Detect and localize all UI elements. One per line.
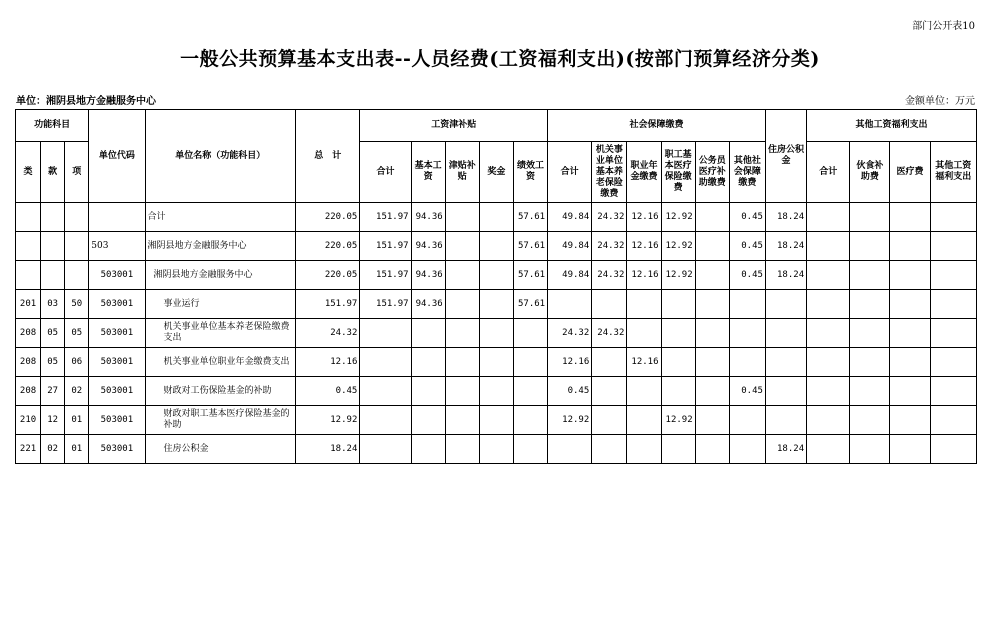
cell-housing: [765, 290, 806, 319]
cell-wage-allowance: [445, 406, 479, 435]
cell-unit-name: 财政对工伤保险基金的补助: [145, 377, 296, 406]
cell-other-welfare: [930, 203, 976, 232]
cell-wage-performance: [513, 406, 547, 435]
cell-other-welfare: [930, 319, 976, 348]
cell-social-total: 49.84: [548, 203, 592, 232]
cell-total: 18.24: [296, 435, 360, 464]
header-other-group: 其他工资福利支出: [807, 110, 977, 142]
cell-wage-performance: [513, 348, 547, 377]
cell-other-meal: [850, 406, 890, 435]
cell-social-medical: 12.92: [661, 406, 695, 435]
cell-social-civil-medical: [695, 435, 729, 464]
cell-social-medical: 12.92: [661, 232, 695, 261]
cell-other-medical: [890, 319, 930, 348]
cell-other-total: [807, 348, 850, 377]
cell-wage-basic: [411, 406, 445, 435]
cell-wage-bonus: [479, 203, 513, 232]
cell-unit-name: 湘阴县地方金融服务中心: [145, 261, 296, 290]
cell-unit-code: 503001: [89, 290, 145, 319]
table-row: [16, 232, 977, 261]
cell-total: 220.05: [296, 232, 360, 261]
cell-total: 0.45: [296, 377, 360, 406]
cell-housing: 18.24: [765, 435, 806, 464]
budget-table: [15, 109, 977, 464]
cell-wage-allowance: [445, 261, 479, 290]
cell-social-medical: 12.92: [661, 261, 695, 290]
cell-social-annuity: 12.16: [627, 261, 661, 290]
cell-wage-performance: 57.61: [513, 232, 547, 261]
cell-social-total: 0.45: [548, 377, 592, 406]
cell-wage-basic: [411, 377, 445, 406]
header-wage-total: 合计: [360, 142, 411, 203]
cell-unit-code: 503: [89, 232, 145, 261]
cell-xiang: 05: [65, 319, 89, 348]
amount-unit-label: 金额单位：万元: [905, 96, 975, 107]
cell-other-total: [807, 319, 850, 348]
cell-total: 12.16: [296, 348, 360, 377]
cell-other-total: [807, 435, 850, 464]
cell-social-medical: [661, 319, 695, 348]
cell-wage-performance: 57.61: [513, 261, 547, 290]
cell-social-civil-medical: [695, 406, 729, 435]
cell-lei: 201: [16, 290, 41, 319]
cell-wage-performance: [513, 377, 547, 406]
cell-lei: 208: [16, 348, 41, 377]
cell-other-total: [807, 290, 850, 319]
cell-unit-code: 503001: [89, 319, 145, 348]
cell-lei: [16, 203, 41, 232]
header-wage-bonus: 奖金: [479, 142, 513, 203]
cell-total: 24.32: [296, 319, 360, 348]
cell-social-other: [729, 406, 765, 435]
cell-social-other: [729, 435, 765, 464]
cell-social-other: [729, 319, 765, 348]
cell-unit-code: 503001: [89, 348, 145, 377]
cell-kuan: 03: [41, 290, 65, 319]
header-social-group: 社会保障缴费: [548, 110, 766, 142]
cell-social-annuity: [627, 406, 661, 435]
cell-social-annuity: [627, 290, 661, 319]
cell-kuan: 12: [41, 406, 65, 435]
cell-kuan: 27: [41, 377, 65, 406]
cell-wage-total: 151.97: [360, 290, 411, 319]
cell-unit-name: 财政对职工基本医疗保险基金的补助: [145, 406, 296, 435]
cell-social-pension: [592, 406, 627, 435]
cell-social-pension: 24.32: [592, 232, 627, 261]
header-lei: 类: [16, 142, 41, 203]
cell-social-civil-medical: [695, 319, 729, 348]
cell-housing: [765, 377, 806, 406]
cell-wage-bonus: [479, 406, 513, 435]
header-other-total: 合计: [807, 142, 850, 203]
cell-social-total: 12.16: [548, 348, 592, 377]
table-row: [16, 435, 977, 464]
cell-other-medical: [890, 261, 930, 290]
cell-other-total: [807, 261, 850, 290]
cell-housing: [765, 348, 806, 377]
cell-wage-total: 151.97: [360, 232, 411, 261]
cell-xiang: 01: [65, 435, 89, 464]
cell-social-total: 12.92: [548, 406, 592, 435]
cell-other-welfare: [930, 290, 976, 319]
cell-social-annuity: 12.16: [627, 232, 661, 261]
header-social-other: 其他社会保障缴费: [729, 142, 765, 203]
cell-total: 12.92: [296, 406, 360, 435]
cell-unit-code: 503001: [89, 261, 145, 290]
cell-housing: 18.24: [765, 261, 806, 290]
cell-unit-code: [89, 203, 145, 232]
cell-social-total: 49.84: [548, 232, 592, 261]
cell-other-welfare: [930, 435, 976, 464]
cell-social-other: [729, 348, 765, 377]
cell-kuan: 05: [41, 348, 65, 377]
cell-wage-basic: 94.36: [411, 261, 445, 290]
cell-xiang: 02: [65, 377, 89, 406]
cell-other-medical: [890, 377, 930, 406]
cell-other-total: [807, 203, 850, 232]
cell-wage-basic: 94.36: [411, 232, 445, 261]
cell-wage-bonus: [479, 348, 513, 377]
cell-social-pension: [592, 348, 627, 377]
cell-social-civil-medical: [695, 203, 729, 232]
unit-label: 单位：湘阴县地方金融服务中心: [16, 96, 156, 107]
table-row: [16, 377, 977, 406]
header-unit-code: 单位代码: [89, 110, 145, 203]
cell-social-other: 0.45: [729, 232, 765, 261]
header-social-total: 合计: [548, 142, 592, 203]
cell-other-meal: [850, 377, 890, 406]
cell-wage-basic: [411, 348, 445, 377]
cell-wage-basic: 94.36: [411, 290, 445, 319]
cell-social-annuity: [627, 319, 661, 348]
cell-total: 151.97: [296, 290, 360, 319]
cell-wage-performance: [513, 319, 547, 348]
cell-other-total: [807, 377, 850, 406]
header-social-civil-medical: 公务员医疗补助缴费: [695, 142, 729, 203]
cell-lei: 221: [16, 435, 41, 464]
header-other-medical: 医疗费: [890, 142, 930, 203]
cell-social-civil-medical: [695, 377, 729, 406]
cell-unit-name: 湘阴县地方金融服务中心: [145, 232, 296, 261]
cell-wage-total: [360, 319, 411, 348]
cell-lei: [16, 232, 41, 261]
cell-total: 220.05: [296, 261, 360, 290]
cell-housing: [765, 319, 806, 348]
cell-social-pension: [592, 290, 627, 319]
cell-social-total: [548, 290, 592, 319]
cell-wage-total: [360, 377, 411, 406]
cell-social-total: [548, 435, 592, 464]
cell-lei: 208: [16, 377, 41, 406]
cell-social-medical: [661, 290, 695, 319]
cell-other-medical: [890, 203, 930, 232]
cell-wage-allowance: [445, 203, 479, 232]
cell-wage-allowance: [445, 435, 479, 464]
cell-other-meal: [850, 319, 890, 348]
cell-other-medical: [890, 232, 930, 261]
cell-social-pension: 24.32: [592, 319, 627, 348]
cell-xiang: 06: [65, 348, 89, 377]
cell-kuan: [41, 261, 65, 290]
header-other-meal: 伙食补助费: [850, 142, 890, 203]
cell-social-pension: 24.32: [592, 261, 627, 290]
cell-social-civil-medical: [695, 232, 729, 261]
cell-unit-code: 503001: [89, 377, 145, 406]
cell-other-medical: [890, 435, 930, 464]
cell-wage-bonus: [479, 232, 513, 261]
cell-wage-allowance: [445, 232, 479, 261]
cell-unit-name: 住房公积金: [145, 435, 296, 464]
cell-housing: 18.24: [765, 232, 806, 261]
cell-wage-total: 151.97: [360, 203, 411, 232]
cell-total: 220.05: [296, 203, 360, 232]
cell-wage-allowance: [445, 319, 479, 348]
cell-social-civil-medical: [695, 290, 729, 319]
cell-wage-basic: [411, 435, 445, 464]
header-func-subject: 功能科目: [16, 110, 89, 142]
cell-other-meal: [850, 290, 890, 319]
cell-wage-bonus: [479, 377, 513, 406]
cell-social-civil-medical: [695, 261, 729, 290]
cell-other-medical: [890, 406, 930, 435]
cell-social-other: 0.45: [729, 261, 765, 290]
cell-social-total: 49.84: [548, 261, 592, 290]
page-title: 一般公共预算基本支出表--人员经费(工资福利支出)(按部门预算经济分类): [180, 48, 820, 70]
header-wage-performance: 绩效工资: [513, 142, 547, 203]
cell-wage-allowance: [445, 348, 479, 377]
cell-other-welfare: [930, 348, 976, 377]
cell-other-total: [807, 406, 850, 435]
table-row: [16, 290, 977, 319]
cell-social-annuity: [627, 435, 661, 464]
cell-wage-total: [360, 435, 411, 464]
cell-lei: 208: [16, 319, 41, 348]
cell-wage-total: [360, 406, 411, 435]
cell-other-welfare: [930, 261, 976, 290]
cell-other-welfare: [930, 377, 976, 406]
cell-kuan: 05: [41, 319, 65, 348]
cell-wage-basic: 94.36: [411, 203, 445, 232]
cell-other-meal: [850, 232, 890, 261]
header-kuan: 款: [41, 142, 65, 203]
cell-unit-name: 机关事业单位职业年金缴费支出: [145, 348, 296, 377]
table-row: [16, 203, 977, 232]
cell-wage-allowance: [445, 290, 479, 319]
cell-lei: 210: [16, 406, 41, 435]
cell-other-meal: [850, 261, 890, 290]
cell-lei: [16, 261, 41, 290]
cell-social-medical: 12.92: [661, 203, 695, 232]
table-row: [16, 319, 977, 348]
cell-xiang: [65, 232, 89, 261]
cell-wage-basic: [411, 319, 445, 348]
cell-social-other: [729, 290, 765, 319]
cell-social-medical: [661, 435, 695, 464]
header-wage-basic: 基本工资: [411, 142, 445, 203]
header-social-annuity: 职业年金缴费: [627, 142, 661, 203]
cell-social-pension: [592, 377, 627, 406]
cell-kuan: [41, 203, 65, 232]
cell-social-medical: [661, 348, 695, 377]
header-other-welfare: 其他工资福利支出: [930, 142, 976, 203]
cell-other-welfare: [930, 232, 976, 261]
cell-social-other: 0.45: [729, 377, 765, 406]
corner-label: 部门公开表10: [912, 21, 975, 32]
cell-wage-allowance: [445, 377, 479, 406]
cell-unit-code: 503001: [89, 406, 145, 435]
header-total: 总 计: [296, 110, 360, 203]
cell-wage-total: [360, 348, 411, 377]
cell-social-medical: [661, 377, 695, 406]
header-social-pension: 机关事业单位基本养老保险缴费: [592, 142, 627, 203]
cell-xiang: [65, 203, 89, 232]
header-social-medical: 职工基本医疗保险缴费: [661, 142, 695, 203]
cell-other-welfare: [930, 406, 976, 435]
cell-xiang: 01: [65, 406, 89, 435]
cell-other-medical: [890, 348, 930, 377]
cell-unit-name: 机关事业单位基本养老保险缴费支出: [145, 319, 296, 348]
cell-wage-performance: 57.61: [513, 290, 547, 319]
header-unit-name: 单位名称（功能科目）: [145, 110, 296, 203]
cell-other-medical: [890, 290, 930, 319]
cell-social-pension: [592, 435, 627, 464]
cell-wage-performance: [513, 435, 547, 464]
cell-unit-code: 503001: [89, 435, 145, 464]
cell-wage-bonus: [479, 319, 513, 348]
cell-social-pension: 24.32: [592, 203, 627, 232]
cell-wage-performance: 57.61: [513, 203, 547, 232]
cell-kuan: [41, 232, 65, 261]
header-wage-group: 工资津补贴: [360, 110, 548, 142]
cell-wage-bonus: [479, 290, 513, 319]
cell-housing: [765, 406, 806, 435]
cell-unit-name: 事业运行: [145, 290, 296, 319]
cell-wage-bonus: [479, 261, 513, 290]
table-row: [16, 348, 977, 377]
cell-wage-total: 151.97: [360, 261, 411, 290]
cell-xiang: [65, 261, 89, 290]
header-wage-allowance: 津贴补贴: [445, 142, 479, 203]
cell-social-other: 0.45: [729, 203, 765, 232]
cell-other-meal: [850, 203, 890, 232]
cell-unit-name: 合计: [145, 203, 296, 232]
cell-social-annuity: [627, 377, 661, 406]
cell-kuan: 02: [41, 435, 65, 464]
cell-social-annuity: 12.16: [627, 203, 661, 232]
cell-other-meal: [850, 348, 890, 377]
cell-wage-bonus: [479, 435, 513, 464]
cell-housing: 18.24: [765, 203, 806, 232]
header-housing: 住房公积金: [765, 110, 806, 203]
cell-xiang: 50: [65, 290, 89, 319]
cell-social-total: 24.32: [548, 319, 592, 348]
header-xiang: 项: [65, 142, 89, 203]
cell-other-meal: [850, 435, 890, 464]
table-row: [16, 406, 977, 435]
cell-social-annuity: 12.16: [627, 348, 661, 377]
cell-social-civil-medical: [695, 348, 729, 377]
cell-other-total: [807, 232, 850, 261]
table-row: [16, 261, 977, 290]
